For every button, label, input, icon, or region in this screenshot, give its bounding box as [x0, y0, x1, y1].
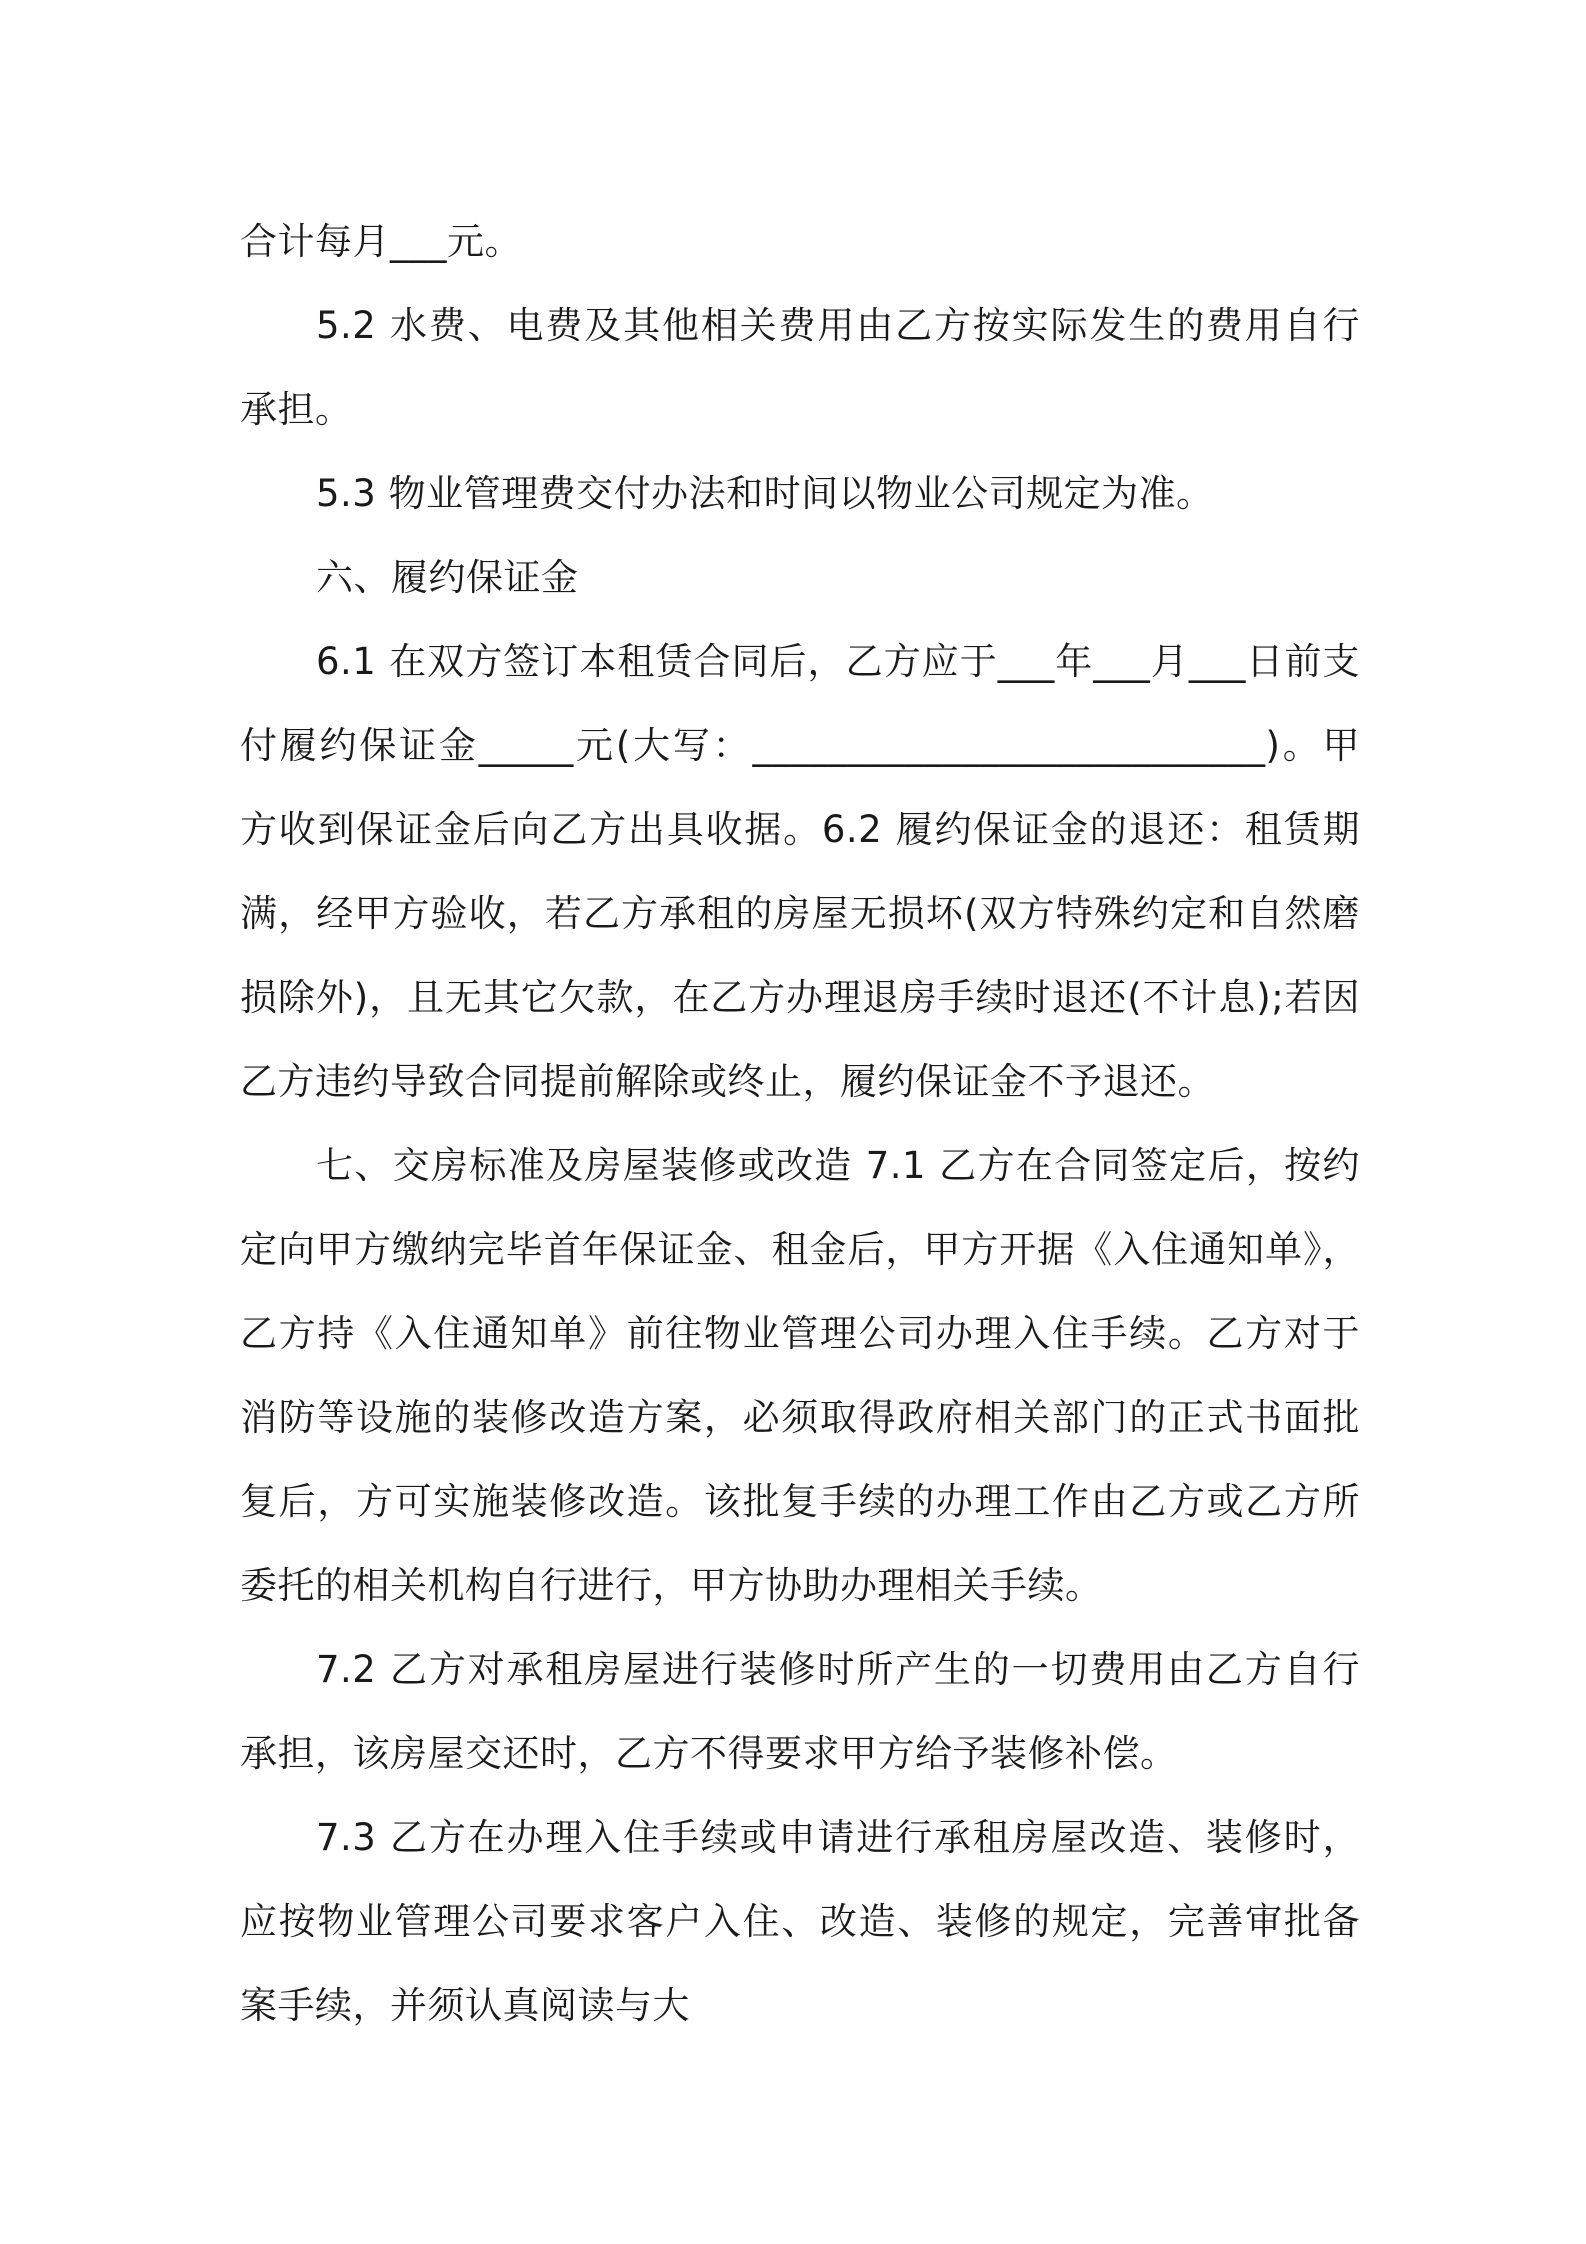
document-page	[240, 200, 1360, 2048]
paragraph-total-monthly: 合计每月___元。	[240, 220, 522, 263]
paragraph-7-3: 7.3 乙方在办理入住手续或申请进行承租房屋改造、装修时，应按物业管理公司要求客户入住、改造、装修的规定，完善审批备案手续，并须认真阅读与大	[240, 1816, 1360, 2027]
section-heading-6: 六、履约保证金	[316, 556, 579, 599]
paragraph-7-2: 7.2 乙方对承租房屋进行装修时所产生的一切费用由乙方自行承担，该房屋交还时，乙方不得要求甲方给予装修补偿。	[240, 1648, 1360, 1775]
paragraph-6-1: 6.1 在双方签订本租赁合同后，乙方应于___年___月___日前支付履约保证金_____元(大写：___________________________)。甲方收到保证金后向乙方出具收据。6.2 履约保证金的退还：租赁期满，经甲方验收，若乙方承租的房屋无损坏(双方特殊约定和自然磨损除外)，且无其它欠款，在乙方办理退房手续时退还(不计息);若因乙方违约导致合同提前解除或终止，履约保证金不予退还。	[240, 640, 1360, 1103]
paragraph-7-1: 七、交房标准及房屋装修或改造 7.1 乙方在合同签定后，按约定向甲方缴纳完毕首年保证金、租金后，甲方开据《入住通知单》，乙方持《入住通知单》前往物业管理公司办理入住手续。乙方对于消防等设施的装修改造方案，必须取得政府相关部门的正式书面批复后，方可实施装修改造。该批复手续的办理工作由乙方或乙方所委托的相关机构自行进行，甲方协助办理相关手续。	[240, 1144, 1360, 1607]
paragraph-5-2: 5.2 水费、电费及其他相关费用由乙方按实际发生的费用自行承担。	[240, 304, 1360, 431]
paragraph-5-3: 5.3 物业管理费交付办法和时间以物业公司规定为准。	[316, 472, 1214, 515]
